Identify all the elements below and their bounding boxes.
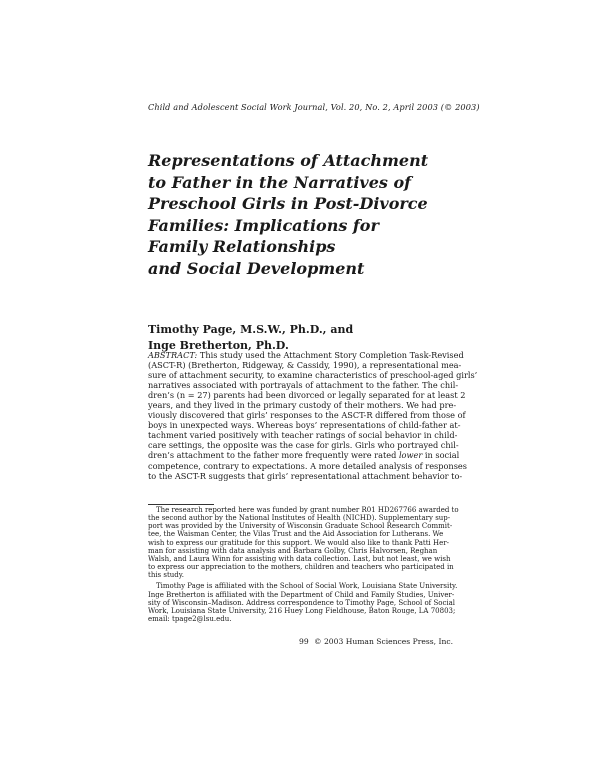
abstract-line: care settings, the opposite was the case for girls. Girls who portrayed chil-: [148, 440, 459, 451]
footnote-line: Timothy Page is affiliated with the School of Social Work, Louisiana State University.: [156, 582, 458, 591]
page-footer: [148, 637, 453, 649]
abstract-line: sure of attachment security, to examine characteristics of preschool-aged girls’: [148, 370, 478, 381]
abstract-emphasis: lower: [398, 450, 423, 461]
abstract-line: dren’s (n = 27) parents had been divorced or legally separated for at least 2: [148, 390, 466, 401]
abstract-line: boys in unexpected ways. Whereas boys’ representations of child-father at-: [148, 420, 461, 431]
publisher-copyright: © 2003 Human Sciences Press, Inc.: [313, 637, 453, 646]
abstract-line: [148, 350, 464, 360]
title-line: Representations of Attachment: [148, 151, 429, 170]
author-line: Timothy Page, M.S.W., Ph.D., and: [148, 323, 354, 336]
title-line: and Social Development: [148, 258, 365, 278]
abstract: [148, 350, 478, 481]
footnote-line: the second author by the National Institutes of Health (NICHD). Supplementary sup-: [148, 514, 451, 523]
footnote-divider: [148, 504, 214, 505]
author-line: Inge Bretherton, Ph.D.: [148, 338, 289, 352]
abstract-line: tachment varied positively with teacher ratings of social behavior in child-: [148, 430, 458, 441]
footnote-line: email: tpage2@lsu.edu.: [148, 615, 232, 624]
footnote-line: Walsh, and Laura Winn for assisting with data collection. Last, but not least, we wish: [148, 554, 451, 563]
title-line: Family Relationships: [148, 237, 336, 256]
footnote-line: tee, the Waisman Center, the Vilas Trust and the Aid Association for Lutherans. We: [148, 530, 444, 539]
abstract-first-text: This study used the Attachment Story Completion Task-Revised: [199, 350, 464, 360]
footnote-line: port was provided by the University of Wisconsin Graduate School Research Commit-: [148, 522, 453, 531]
article-title: [148, 150, 468, 279]
abstract-line: to the ASCT-R suggests that girls’ representational attachment behavior to-: [148, 470, 463, 481]
footnote-line: this study.: [148, 571, 185, 580]
journal-citation: Child and Adolescent Social Work Journal, Vol. 20, No. 2, April 2003 (© 2003): [148, 102, 480, 112]
title-line: Preschool Girls in Post-Divorce: [148, 194, 428, 213]
abstract-text: dren’s attachment to the father more frequently were rated: [148, 450, 397, 461]
abstract-line: viously discovered that girls’ responses to the ASCT-R differed from those of: [148, 410, 466, 421]
footnote-line: The research reported here was funded by grant number R01 HD267766 awarded to: [156, 506, 459, 514]
page-number: 99: [299, 637, 309, 646]
abstract-line: [148, 450, 460, 461]
footnote-line: wish to express our gratitude for this support. We would also like to thank Patti Her-: [148, 538, 449, 547]
footnotes: [148, 506, 459, 624]
footnote-line: Work, Louisiana State University, 216 Huey Long Fieldhouse, Baton Rouge, LA 70803;: [148, 606, 456, 615]
abstract-line: years, and they lived in the primary custody of their mothers. We had pre-: [148, 400, 457, 411]
footnote-line: sity of Wisconsin–Madison. Address correspondence to Timothy Page, School of Social: [148, 598, 456, 607]
abstract-line: narratives associated with portrayals of attachment to the father. The chil-: [148, 380, 459, 391]
footnote-line: Inge Bretherton is affiliated with the Department of Child and Family Studies, Univer-: [148, 590, 455, 599]
abstract-line: competence, contrary to expectations. A more detailed analysis of responses: [148, 460, 467, 471]
abstract-text: in social: [424, 450, 460, 461]
footnote-line: to express our appreciation to the mothers, children and teachers who participated in: [148, 563, 454, 572]
footnote-line: man for assisting with data analysis and Barbara Golby, Chris Halvorsen, Reghan: [148, 546, 438, 555]
title-line: to Father in the Narratives of: [148, 172, 412, 192]
title-line: Families: Implications for: [148, 215, 379, 235]
abstract-line: (ASCT-R) (Bretherton, Ridgeway, & Cassidy, 1990), a representational mea-: [148, 360, 462, 371]
author-list: [148, 322, 448, 353]
abstract-label: ABSTRACT:: [148, 350, 198, 360]
